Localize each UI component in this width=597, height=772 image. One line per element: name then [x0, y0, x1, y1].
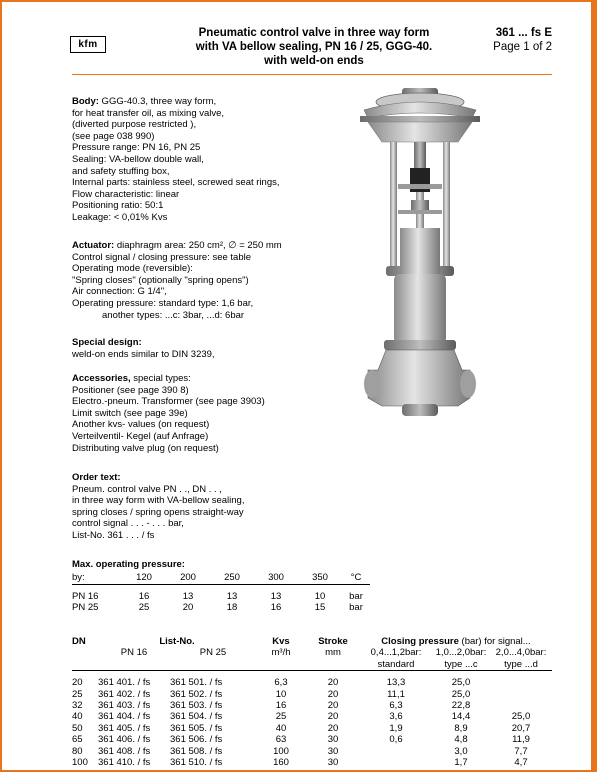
header-cell: 200 — [166, 572, 210, 584]
body-line: Flow characteristic: linear — [72, 188, 180, 200]
cell — [490, 689, 552, 700]
cell: 10 — [275, 688, 287, 700]
cell: 20 — [327, 700, 339, 712]
table-row — [72, 591, 370, 603]
body-section — [72, 96, 280, 224]
order-text-label: Order text: — [72, 472, 121, 483]
cell: 361 404. / fs — [98, 711, 151, 723]
cell: 16 — [138, 590, 150, 602]
cell: 20 — [182, 602, 194, 614]
cell: 361 408. / fs — [98, 745, 151, 757]
accessory-item: Positioner (see page 390 8) — [72, 384, 189, 396]
cell: 361 402. / fs — [98, 688, 151, 700]
cell: 13 — [270, 590, 282, 602]
cell: 50 — [72, 722, 83, 734]
cell: 25 — [275, 711, 287, 723]
cell: 100 — [273, 745, 289, 757]
actuator-line: Air connection: G 1/4", — [72, 286, 167, 298]
special-design-section — [72, 337, 215, 360]
header-type-standard: standard — [360, 659, 432, 671]
cell: 10 — [314, 590, 326, 602]
cell: PN 25 — [72, 602, 99, 614]
special-design-label: Special design: — [72, 337, 142, 348]
header-kvs-unit: m³/h — [271, 647, 291, 659]
header-kvs: Kvs — [272, 636, 290, 647]
body-line: Positioning ratio: 50:1 — [72, 200, 164, 212]
order-text-line: Pneum. control valve PN . ., DN . . , — [72, 483, 222, 495]
table-row — [72, 700, 552, 711]
cell: 361 401. / fs — [98, 677, 151, 689]
cell: 1,9 — [389, 722, 403, 734]
header-cell: °C — [342, 572, 370, 584]
cell: 361 501. / fs — [170, 677, 223, 689]
valve-product-image — [354, 88, 486, 418]
table-row — [72, 689, 552, 700]
body-line: for heat transfer oil, as mixing valve, — [72, 107, 225, 119]
accessories-first-line: special types: — [130, 373, 191, 384]
cell: 40 — [72, 711, 83, 723]
cell: 30 — [327, 757, 339, 769]
page-indicator: Page 1 of 2 — [493, 41, 552, 53]
cell: 25,0 — [451, 688, 471, 700]
cell: 11,9 — [512, 734, 530, 746]
actuator-section — [72, 240, 282, 321]
table-row — [72, 757, 552, 768]
cell: 25,0 — [451, 677, 471, 689]
cell: 361 403. / fs — [98, 700, 151, 712]
max-pressure-header-row — [72, 572, 370, 584]
body-line: Sealing: VA-bellow double wall, — [72, 153, 204, 165]
max-pressure-label — [72, 559, 185, 571]
order-text-line: in three way form with VA-bellow sealing, — [72, 495, 245, 507]
title-line: with weld-on ends — [264, 55, 364, 67]
accessory-item: Distributing valve plug (on request) — [72, 442, 219, 454]
cell: 8,9 — [454, 722, 468, 734]
actuator-label: Actuator: — [72, 240, 115, 251]
cell: 11,1 — [387, 688, 405, 700]
header-pn25: PN 25 — [199, 647, 227, 659]
order-text-line: control signal . . . - . . . bar, — [72, 518, 184, 530]
cell: 361 508. / fs — [170, 745, 223, 757]
table-row — [72, 677, 552, 688]
header-stroke: Stroke — [318, 636, 348, 647]
product-code: 361 ... fs E — [495, 27, 552, 39]
closing-pressure-label: Closing pressure — [381, 636, 459, 647]
cell: 4,7 — [514, 757, 528, 769]
accessory-item: Verteilventil- Kegel (auf Anfrage) — [72, 430, 209, 442]
cell: PN 16 — [72, 590, 99, 602]
cell: 100 — [72, 757, 88, 769]
valve-list-table — [72, 636, 552, 768]
cell: 1,7 — [454, 757, 468, 769]
cell: 13,3 — [386, 677, 406, 689]
max-pressure-title: Max. operating pressure: — [72, 559, 185, 570]
cell: 14,4 — [451, 711, 471, 723]
cell: 20 — [327, 688, 339, 700]
header-closing-pressure — [360, 636, 552, 647]
cell: 32 — [72, 700, 83, 712]
cell: 361 504. / fs — [170, 711, 223, 723]
cell: 361 503. / fs — [170, 700, 223, 712]
header-cell: 300 — [254, 572, 298, 584]
cell: 20 — [72, 677, 83, 689]
accessory-item: Limit switch (see page 39e) — [72, 407, 188, 419]
table-row — [72, 711, 552, 722]
header-cell: 120 — [122, 572, 166, 584]
header-stroke-unit: mm — [325, 647, 341, 659]
title-line: with VA bellow sealing, PN 16 / 25, GGG-40. — [195, 41, 433, 53]
actuator-line: Operating mode (reversible): — [72, 263, 193, 275]
actuator-line: Control signal / closing pressure: see table — [72, 251, 252, 263]
cell: 7,7 — [514, 745, 528, 757]
cell: 25 — [72, 688, 83, 700]
actuator-line: "Spring closes" (optionally "spring opens") — [72, 274, 249, 286]
document-title — [180, 26, 448, 68]
cell — [490, 677, 552, 688]
cell: 20 — [327, 722, 339, 734]
header-cell: 350 — [298, 572, 342, 584]
table-row — [72, 602, 370, 614]
valve-list-body — [72, 677, 552, 768]
table-row — [72, 734, 552, 745]
table-subheader-row — [72, 647, 552, 658]
order-text-line: List-No. 361 . . . / fs — [72, 529, 155, 541]
cell: 22,8 — [451, 700, 471, 712]
actuator-first-line: diaphragm area: 250 cm², ∅ = 250 mm — [114, 240, 282, 251]
cell: 40 — [275, 722, 287, 734]
cell: 361 405. / fs — [98, 722, 151, 734]
table-header-row — [72, 636, 552, 647]
cell: 20 — [327, 677, 339, 689]
max-pressure-table — [72, 572, 370, 614]
datasheet-page — [2, 2, 591, 770]
header-signal-2: 1,0...2,0bar: — [435, 647, 487, 659]
table-row — [72, 746, 552, 757]
cell: 361 506. / fs — [170, 734, 223, 746]
cell: 4,8 — [454, 734, 468, 746]
cell — [360, 746, 432, 757]
cell: 63 — [275, 734, 287, 746]
cell: 30 — [327, 734, 339, 746]
accessories-label: Accessories, — [72, 373, 131, 384]
header-cell: 250 — [210, 572, 254, 584]
cell: 16 — [275, 700, 287, 712]
cell: 3,0 — [454, 745, 468, 757]
accessory-item: Electro.-pneum. Transformer (see page 3903) — [72, 396, 265, 408]
cell: 6,3 — [274, 677, 288, 689]
body-line: (see page 038 990) — [72, 130, 155, 142]
header-type-c: type ...c — [432, 659, 490, 671]
header-pn16: PN 16 — [120, 647, 148, 659]
header-list-no: List-No. — [159, 636, 195, 647]
actuator-line: Operating pressure: standard type: 1,6 bar, — [72, 297, 254, 309]
header-signal-1: 0,4...1,2bar: — [370, 647, 422, 659]
header-signal-3: 2,0...4,0bar: — [495, 647, 547, 659]
actuator-indent-line: another types: ...c: 3bar, ...d: 6bar — [102, 309, 245, 321]
cell: 15 — [314, 602, 326, 614]
body-line: (diverted purpose restricted ), — [72, 119, 197, 131]
cell: 3,6 — [389, 711, 403, 723]
body-line: and safety stuffing box, — [72, 165, 170, 177]
cell: bar — [349, 602, 363, 614]
cell: 361 410. / fs — [98, 757, 151, 769]
header-type-d: type ...d — [490, 659, 552, 671]
cell: 13 — [226, 590, 238, 602]
body-label: Body: — [72, 96, 99, 107]
cell: 361 510. / fs — [170, 757, 223, 769]
cell: 6,3 — [389, 700, 403, 712]
cell: 0,6 — [389, 734, 403, 746]
cell: bar — [349, 590, 363, 602]
table-type-row — [72, 659, 552, 671]
accessories-section — [72, 373, 265, 454]
cell: 80 — [72, 745, 83, 757]
body-line: Pressure range: PN 16, PN 25 — [72, 142, 201, 154]
accessory-item: Another kvs- values (on request) — [72, 419, 210, 431]
body-line: Internal parts: stainless steel, screwed seat rings, — [72, 177, 280, 189]
document-number — [472, 26, 552, 54]
title-line: Pneumatic control valve in three way form — [198, 27, 430, 39]
cell: 20 — [327, 711, 339, 723]
cell: 30 — [327, 745, 339, 757]
cell: 361 406. / fs — [98, 734, 151, 746]
company-logo: kfm — [70, 36, 106, 53]
cell: 20,7 — [511, 722, 531, 734]
body-first-line: GGG-40.3, three way form, — [98, 96, 217, 107]
cell: 65 — [72, 734, 83, 746]
cell — [490, 700, 552, 711]
header-dn: DN — [72, 636, 86, 647]
closing-pressure-suffix: (bar) for signal... — [458, 636, 531, 647]
cell: 25,0 — [511, 711, 531, 723]
cell: 18 — [226, 602, 238, 614]
cell: 361 505. / fs — [170, 722, 223, 734]
order-text-line: spring closes / spring opens straight-way — [72, 506, 244, 518]
cell — [360, 757, 432, 768]
cell: 160 — [273, 757, 289, 769]
body-line: Leakage: < 0,01% Kvs — [72, 211, 168, 223]
cell: 361 502. / fs — [170, 688, 223, 700]
table-row — [72, 723, 552, 734]
header-cell: by: — [72, 572, 122, 584]
cell: 13 — [182, 590, 194, 602]
cell: 25 — [138, 602, 150, 614]
special-design-line: weld-on ends similar to DIN 3239, — [72, 348, 215, 360]
order-text-section — [72, 472, 244, 542]
cell: 16 — [270, 602, 282, 614]
header-divider — [72, 74, 552, 75]
